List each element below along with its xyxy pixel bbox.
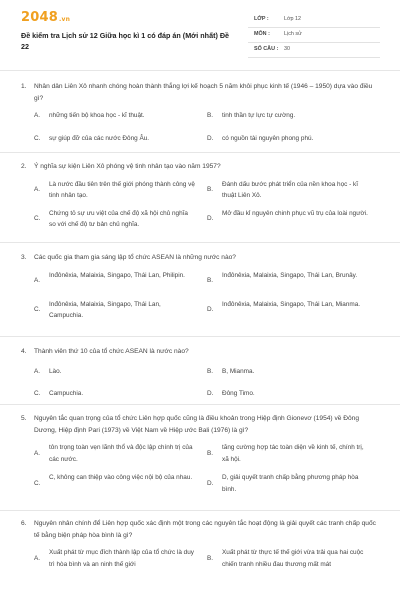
option-b[interactable] <box>207 442 369 465</box>
option-b[interactable] <box>207 547 369 570</box>
option-c[interactable] <box>34 208 196 231</box>
option-d[interactable] <box>207 208 369 220</box>
option-text: Đánh dấu bước phát triển của nền khoa học - kĩ thuật Liên Xô. <box>222 180 359 199</box>
option-text: Lào. <box>49 367 62 375</box>
option-letter: B. <box>207 554 214 562</box>
option-b[interactable] <box>207 366 369 378</box>
divider <box>0 152 400 153</box>
option-letter: C. <box>34 479 41 487</box>
divider <box>0 404 400 405</box>
option-d[interactable] <box>207 472 369 495</box>
options <box>21 547 381 587</box>
option-letter: A. <box>34 449 41 457</box>
meta-value: Lịch sử <box>284 31 302 37</box>
option-text: Chứng tỏ sự ưu việt của chế độ xã hội chủ nghĩa so với chế độ tư bản chủ nghĩa. <box>49 209 188 228</box>
option-text: tinh thần tự lực tự cường. <box>222 112 296 119</box>
option-d[interactable] <box>207 299 369 311</box>
header <box>0 0 400 66</box>
option-text: Là nước đầu tiên trên thế giới phóng thành công vệ tinh nhân tạo. <box>49 180 195 199</box>
option-text: Inđônêxia, Malaixia, Singapo, Thái Lan, Campuchia. <box>49 300 161 319</box>
option-letter: A. <box>34 277 41 284</box>
option-text: có nguồn tài nguyên phong phú. <box>222 135 314 142</box>
divider <box>0 336 400 337</box>
question-body: Các quốc gia tham gia sáng lập tổ chức ASEAN là những nước nào? <box>34 254 236 261</box>
option-c[interactable] <box>34 472 196 487</box>
question-6 <box>21 518 381 587</box>
question-4 <box>21 346 381 400</box>
meta-row-class <box>248 14 380 28</box>
question-body: Nguyên tắc quan trọng của tổ chức Liên hợp quốc cũng là điều khoản trong Hiệp định Gionevơ (1954) về Đông Dương, Hiệp định Pari (1973) về Việt Nam về Hiệp ước Bali (1976) là gì? <box>34 415 360 434</box>
option-text: Mở đầu kỉ nguyên chinh phục vũ trụ của loài người. <box>222 209 368 217</box>
option-b[interactable] <box>207 270 369 282</box>
question-1 <box>21 81 381 150</box>
exam-meta <box>248 14 380 59</box>
question-text <box>21 413 381 436</box>
option-text: tăng cường hợp tác toàn diện về kinh tế, chính trị, xã hội. <box>222 444 364 463</box>
options <box>21 364 381 400</box>
option-letter: D. <box>207 135 214 142</box>
options <box>21 442 381 504</box>
question-number: 3. <box>21 254 27 261</box>
option-a[interactable] <box>34 366 196 378</box>
option-text: sự giúp đỡ của các nước Đông Âu. <box>49 135 150 142</box>
divider <box>0 242 400 243</box>
option-b[interactable] <box>207 179 369 202</box>
option-letter: D. <box>207 389 214 397</box>
option-text: D, giải quyết tranh chấp bằng phương pháp hòa bình. <box>222 474 359 493</box>
option-text: B, Mianma. <box>222 367 255 375</box>
option-b[interactable] <box>207 110 369 122</box>
question-number: 6. <box>21 520 27 527</box>
question-5 <box>21 413 381 504</box>
meta-label: MÔN : <box>254 31 270 37</box>
question-number: 2. <box>21 163 27 170</box>
meta-row-subject <box>248 29 380 43</box>
option-letter: A. <box>34 554 41 562</box>
meta-label: LỚP : <box>254 16 269 22</box>
option-a[interactable] <box>34 179 196 202</box>
option-letter: C. <box>34 215 41 222</box>
page-title: Đề kiểm tra Lịch sử 12 Giữa học kì 1 có đáp án (Mới nhất) Đề 22 <box>21 31 230 51</box>
question-number: 4. <box>21 348 27 355</box>
logo-text: 2048 <box>21 10 58 25</box>
question-text <box>21 518 381 541</box>
option-letter: C. <box>34 389 41 397</box>
question-text <box>21 346 381 358</box>
option-a[interactable] <box>34 110 196 122</box>
option-letter: B. <box>207 112 214 119</box>
option-text: Campuchia. <box>49 389 84 397</box>
question-body: Thành viên thứ 10 của tổ chức ASEAN là nước nào? <box>34 348 189 355</box>
option-letter: A. <box>34 112 41 119</box>
option-a[interactable] <box>34 547 196 570</box>
option-text: Xuất phát từ mục đích thành lập của tổ chức là duy trì hòa bình và an ninh thế giới <box>49 549 194 568</box>
meta-row-count <box>248 44 380 58</box>
option-d[interactable] <box>207 388 369 400</box>
option-letter: D. <box>207 306 214 313</box>
option-c[interactable] <box>34 299 196 322</box>
option-text: tôn trọng toàn vẹn lãnh thổ và độc lập chính trị của các nước. <box>49 444 193 463</box>
question-2 <box>21 161 381 241</box>
question-body: Nguyên nhân chính để Liên hợp quốc xác định một trong các nguyên tắc hoạt động là giải quyết các tranh chấp quốc tế bằng biện pháp hòa bình là gì? <box>34 520 376 539</box>
site-logo[interactable] <box>21 10 70 25</box>
options <box>21 270 381 332</box>
question-3 <box>21 252 381 332</box>
option-letter: C. <box>34 306 41 313</box>
question-text <box>21 161 381 173</box>
option-letter: A. <box>34 186 41 193</box>
option-d[interactable] <box>207 133 369 145</box>
option-letter: B. <box>207 186 214 193</box>
question-body: Nhân dân Liên Xô nhanh chóng hoàn thành thắng lợi kế hoạch 5 năm khôi phục kinh tế (1946 – 1950) dựa vào điều gì? <box>34 83 373 102</box>
option-c[interactable] <box>34 133 196 145</box>
option-a[interactable] <box>34 270 196 282</box>
option-text: Inđônêxia, Malaixia, Singapo, Thái Lan, Mianma. <box>222 300 361 308</box>
option-text: những tiến bộ khoa học - kĩ thuật. <box>49 112 145 119</box>
question-text <box>21 81 381 104</box>
option-text: C, không can thiệp vào công việc nội bộ của nhau. <box>49 474 193 481</box>
option-letter: D. <box>207 215 214 222</box>
divider <box>0 510 400 511</box>
options <box>21 179 381 241</box>
option-c[interactable] <box>34 388 196 400</box>
option-letter: D. <box>207 479 214 487</box>
logo-suffix: .vn <box>58 16 71 23</box>
meta-value: Lớp 12 <box>284 16 302 22</box>
meta-label: SỐ CÂU : <box>254 46 279 52</box>
option-text: Đông Timo. <box>222 389 255 397</box>
question-number: 1. <box>21 83 27 90</box>
question-body: Ý nghĩa sự kiện Liên Xô phóng vệ tinh nhân tạo vào năm 1957? <box>34 163 221 170</box>
option-letter: C. <box>34 135 41 142</box>
option-letter: B. <box>207 449 214 457</box>
meta-value: 30 <box>284 46 290 52</box>
option-letter: B. <box>207 277 214 284</box>
option-a[interactable] <box>34 442 196 465</box>
question-text <box>21 252 381 264</box>
options <box>21 110 381 150</box>
option-text: Inđônêxia, Malaixia, Singapo, Thái Lan, Philipin. <box>49 271 185 279</box>
option-letter: B. <box>207 367 214 375</box>
question-number: 5. <box>21 415 27 422</box>
option-text: Inđônêxia, Malaixia, Singapo, Thái Lan, Brunây. <box>222 271 358 279</box>
divider <box>0 70 400 71</box>
option-letter: A. <box>34 367 41 375</box>
option-text: Xuất phát từ thực tế thế giới vừa trải qua hai cuộc chiến tranh nhiều đau thương mất mát <box>222 549 364 568</box>
